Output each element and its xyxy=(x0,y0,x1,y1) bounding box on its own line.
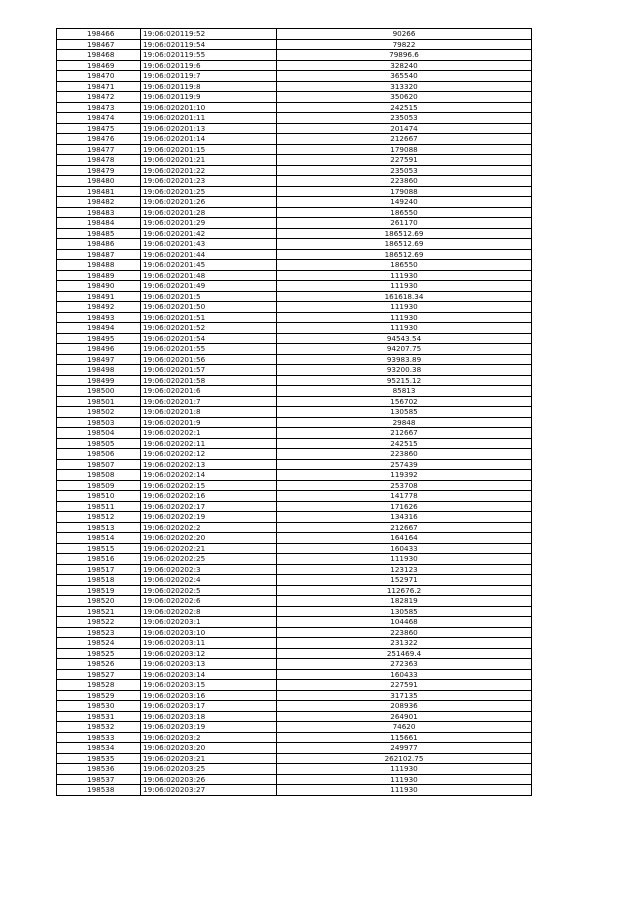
row-number-cell: 198520 xyxy=(57,596,141,607)
value-cell: 130585 xyxy=(277,407,532,418)
row-number-cell: 198503 xyxy=(57,417,141,428)
cadastral-number-cell: 19:06:020203:11 xyxy=(141,638,277,649)
value-cell: 208936 xyxy=(277,701,532,712)
value-cell: 94543.54 xyxy=(277,333,532,344)
cadastral-number-cell: 19:06:020203:19 xyxy=(141,722,277,733)
table-body xyxy=(57,29,532,796)
value-cell: 112676.2 xyxy=(277,585,532,596)
cadastral-number-cell: 19:06:020203:18 xyxy=(141,711,277,722)
cadastral-number-cell: 19:06:020201:23 xyxy=(141,176,277,187)
row-number-cell: 198470 xyxy=(57,71,141,82)
value-cell: 29848 xyxy=(277,417,532,428)
row-number-cell: 198515 xyxy=(57,543,141,554)
table-row xyxy=(57,207,532,218)
row-number-cell: 198492 xyxy=(57,302,141,313)
row-number-cell: 198511 xyxy=(57,501,141,512)
table-row xyxy=(57,102,532,113)
cadastral-number-cell: 19:06:020201:51 xyxy=(141,312,277,323)
cadastral-number-cell: 19:06:020203:10 xyxy=(141,627,277,638)
table-row xyxy=(57,722,532,733)
cadastral-number-cell: 19:06:020202:5 xyxy=(141,585,277,596)
table-row xyxy=(57,428,532,439)
row-number-cell: 198471 xyxy=(57,81,141,92)
value-cell: 141778 xyxy=(277,491,532,502)
table-row xyxy=(57,386,532,397)
table-row xyxy=(57,627,532,638)
row-number-cell: 198466 xyxy=(57,29,141,40)
cadastral-number-cell: 19:06:020201:5 xyxy=(141,291,277,302)
row-number-cell: 198482 xyxy=(57,197,141,208)
cadastral-number-cell: 19:06:020202:8 xyxy=(141,606,277,617)
cadastral-number-cell: 19:06:020202:12 xyxy=(141,449,277,460)
cadastral-number-cell: 19:06:020203:13 xyxy=(141,659,277,670)
cadastral-number-cell: 19:06:020201:7 xyxy=(141,396,277,407)
table-row xyxy=(57,543,532,554)
cadastral-number-cell: 19:06:020119:9 xyxy=(141,92,277,103)
cadastral-number-cell: 19:06:020202:15 xyxy=(141,480,277,491)
value-cell: 242515 xyxy=(277,438,532,449)
row-number-cell: 198500 xyxy=(57,386,141,397)
table-row xyxy=(57,312,532,323)
row-number-cell: 198468 xyxy=(57,50,141,61)
cadastral-number-cell: 19:06:020201:43 xyxy=(141,239,277,250)
row-number-cell: 198480 xyxy=(57,176,141,187)
table-row xyxy=(57,113,532,124)
table-row xyxy=(57,753,532,764)
table-row xyxy=(57,302,532,313)
row-number-cell: 198524 xyxy=(57,638,141,649)
table-row xyxy=(57,491,532,502)
cadastral-number-cell: 19:06:020201:50 xyxy=(141,302,277,313)
table-row xyxy=(57,774,532,785)
value-cell: 149240 xyxy=(277,197,532,208)
cadastral-number-cell: 19:06:020202:6 xyxy=(141,596,277,607)
table-row xyxy=(57,365,532,376)
table-row xyxy=(57,417,532,428)
cadastral-number-cell: 19:06:020201:8 xyxy=(141,407,277,418)
value-cell: 212667 xyxy=(277,522,532,533)
row-number-cell: 198532 xyxy=(57,722,141,733)
cadastral-number-cell: 19:06:020201:13 xyxy=(141,123,277,134)
cadastral-number-cell: 19:06:020201:54 xyxy=(141,333,277,344)
cadastral-number-cell: 19:06:020201:42 xyxy=(141,228,277,239)
table-row xyxy=(57,701,532,712)
value-cell: 79822 xyxy=(277,39,532,50)
value-cell: 186512.69 xyxy=(277,239,532,250)
value-cell: 90266 xyxy=(277,29,532,40)
table-row xyxy=(57,669,532,680)
table-row xyxy=(57,249,532,260)
cadastral-number-cell: 19:06:020203:16 xyxy=(141,690,277,701)
table-row xyxy=(57,512,532,523)
cadastral-number-cell: 19:06:020201:21 xyxy=(141,155,277,166)
row-number-cell: 198538 xyxy=(57,785,141,796)
row-number-cell: 198533 xyxy=(57,732,141,743)
table-row xyxy=(57,144,532,155)
row-number-cell: 198481 xyxy=(57,186,141,197)
value-cell: 227591 xyxy=(277,680,532,691)
cadastral-number-cell: 19:06:020201:56 xyxy=(141,354,277,365)
row-number-cell: 198483 xyxy=(57,207,141,218)
cadastral-number-cell: 19:06:020119:6 xyxy=(141,60,277,71)
value-cell: 94207.75 xyxy=(277,344,532,355)
table-row xyxy=(57,522,532,533)
table-row xyxy=(57,533,532,544)
cadastral-number-cell: 19:06:020201:11 xyxy=(141,113,277,124)
value-cell: 123123 xyxy=(277,564,532,575)
row-number-cell: 198522 xyxy=(57,617,141,628)
row-number-cell: 198486 xyxy=(57,239,141,250)
row-number-cell: 198489 xyxy=(57,270,141,281)
table-row xyxy=(57,260,532,271)
row-number-cell: 198487 xyxy=(57,249,141,260)
table-row xyxy=(57,39,532,50)
row-number-cell: 198528 xyxy=(57,680,141,691)
cadastral-number-cell: 19:06:020119:52 xyxy=(141,29,277,40)
value-cell: 350620 xyxy=(277,92,532,103)
row-number-cell: 198497 xyxy=(57,354,141,365)
row-number-cell: 198477 xyxy=(57,144,141,155)
value-cell: 186512.69 xyxy=(277,249,532,260)
table-row xyxy=(57,470,532,481)
value-cell: 111930 xyxy=(277,323,532,334)
cadastral-number-cell: 19:06:020119:54 xyxy=(141,39,277,50)
table-row xyxy=(57,50,532,61)
row-number-cell: 198479 xyxy=(57,165,141,176)
cadastral-number-cell: 19:06:020201:15 xyxy=(141,144,277,155)
table-row xyxy=(57,60,532,71)
value-cell: 179088 xyxy=(277,186,532,197)
table-row xyxy=(57,375,532,386)
value-cell: 111930 xyxy=(277,785,532,796)
value-cell: 161618.34 xyxy=(277,291,532,302)
table-row xyxy=(57,449,532,460)
cadastral-number-cell: 19:06:020202:14 xyxy=(141,470,277,481)
value-cell: 261170 xyxy=(277,218,532,229)
cadastral-number-cell: 19:06:020203:26 xyxy=(141,774,277,785)
value-cell: 156702 xyxy=(277,396,532,407)
cadastral-number-cell: 19:06:020202:16 xyxy=(141,491,277,502)
row-number-cell: 198509 xyxy=(57,480,141,491)
table-row xyxy=(57,554,532,565)
row-number-cell: 198514 xyxy=(57,533,141,544)
table-row xyxy=(57,711,532,722)
row-number-cell: 198493 xyxy=(57,312,141,323)
table-row xyxy=(57,575,532,586)
cadastral-number-cell: 19:06:020201:9 xyxy=(141,417,277,428)
row-number-cell: 198467 xyxy=(57,39,141,50)
table-row xyxy=(57,228,532,239)
value-cell: 85813 xyxy=(277,386,532,397)
value-cell: 119392 xyxy=(277,470,532,481)
value-cell: 74620 xyxy=(277,722,532,733)
cadastral-number-cell: 19:06:020202:2 xyxy=(141,522,277,533)
value-cell: 186550 xyxy=(277,207,532,218)
cadastral-number-cell: 19:06:020203:17 xyxy=(141,701,277,712)
cadastral-number-cell: 19:06:020202:11 xyxy=(141,438,277,449)
cadastral-number-cell: 19:06:020201:48 xyxy=(141,270,277,281)
row-number-cell: 198485 xyxy=(57,228,141,239)
value-cell: 365540 xyxy=(277,71,532,82)
cadastral-number-cell: 19:06:020203:2 xyxy=(141,732,277,743)
table-row xyxy=(57,690,532,701)
cadastral-number-cell: 19:06:020202:21 xyxy=(141,543,277,554)
value-cell: 257439 xyxy=(277,459,532,470)
table-row xyxy=(57,659,532,670)
row-number-cell: 198531 xyxy=(57,711,141,722)
table-row xyxy=(57,333,532,344)
table-row xyxy=(57,480,532,491)
cadastral-number-cell: 19:06:020202:19 xyxy=(141,512,277,523)
value-cell: 152971 xyxy=(277,575,532,586)
row-number-cell: 198526 xyxy=(57,659,141,670)
table-row xyxy=(57,239,532,250)
row-number-cell: 198475 xyxy=(57,123,141,134)
row-number-cell: 198530 xyxy=(57,701,141,712)
table-row xyxy=(57,407,532,418)
value-cell: 186512.69 xyxy=(277,228,532,239)
table-row xyxy=(57,197,532,208)
row-number-cell: 198478 xyxy=(57,155,141,166)
row-number-cell: 198484 xyxy=(57,218,141,229)
value-cell: 328240 xyxy=(277,60,532,71)
cadastral-number-cell: 19:06:020119:55 xyxy=(141,50,277,61)
row-number-cell: 198488 xyxy=(57,260,141,271)
value-cell: 186550 xyxy=(277,260,532,271)
row-number-cell: 198519 xyxy=(57,585,141,596)
cadastral-number-cell: 19:06:020203:20 xyxy=(141,743,277,754)
table-row xyxy=(57,270,532,281)
row-number-cell: 198505 xyxy=(57,438,141,449)
value-cell: 111930 xyxy=(277,554,532,565)
value-cell: 111930 xyxy=(277,312,532,323)
cadastral-number-cell: 19:06:020201:28 xyxy=(141,207,277,218)
value-cell: 182819 xyxy=(277,596,532,607)
value-cell: 79896.6 xyxy=(277,50,532,61)
row-number-cell: 198535 xyxy=(57,753,141,764)
value-cell: 111930 xyxy=(277,774,532,785)
value-cell: 104468 xyxy=(277,617,532,628)
cadastral-number-cell: 19:06:020201:10 xyxy=(141,102,277,113)
value-cell: 227591 xyxy=(277,155,532,166)
table-row xyxy=(57,123,532,134)
row-number-cell: 198472 xyxy=(57,92,141,103)
row-number-cell: 198498 xyxy=(57,365,141,376)
value-cell: 201474 xyxy=(277,123,532,134)
row-number-cell: 198491 xyxy=(57,291,141,302)
cadastral-number-cell: 19:06:020202:20 xyxy=(141,533,277,544)
table-row xyxy=(57,680,532,691)
cadastral-number-cell: 19:06:020201:14 xyxy=(141,134,277,145)
value-cell: 93983.89 xyxy=(277,354,532,365)
value-cell: 317135 xyxy=(277,690,532,701)
row-number-cell: 198496 xyxy=(57,344,141,355)
value-cell: 95215.12 xyxy=(277,375,532,386)
table-row xyxy=(57,606,532,617)
value-cell: 160433 xyxy=(277,669,532,680)
value-cell: 251469.4 xyxy=(277,648,532,659)
cadastral-number-cell: 19:06:020202:13 xyxy=(141,459,277,470)
cadastral-number-cell: 19:06:020119:8 xyxy=(141,81,277,92)
row-number-cell: 198501 xyxy=(57,396,141,407)
row-number-cell: 198534 xyxy=(57,743,141,754)
row-number-cell: 198469 xyxy=(57,60,141,71)
value-cell: 111930 xyxy=(277,764,532,775)
row-number-cell: 198474 xyxy=(57,113,141,124)
row-number-cell: 198508 xyxy=(57,470,141,481)
cadastral-value-table xyxy=(56,28,532,796)
table-row xyxy=(57,596,532,607)
value-cell: 253708 xyxy=(277,480,532,491)
value-cell: 164164 xyxy=(277,533,532,544)
row-number-cell: 198499 xyxy=(57,375,141,386)
table-row xyxy=(57,617,532,628)
value-cell: 179088 xyxy=(277,144,532,155)
row-number-cell: 198537 xyxy=(57,774,141,785)
row-number-cell: 198510 xyxy=(57,491,141,502)
cadastral-number-cell: 19:06:020203:27 xyxy=(141,785,277,796)
cadastral-number-cell: 19:06:020201:29 xyxy=(141,218,277,229)
value-cell: 160433 xyxy=(277,543,532,554)
value-cell: 130585 xyxy=(277,606,532,617)
value-cell: 212667 xyxy=(277,134,532,145)
table-row xyxy=(57,281,532,292)
value-cell: 111930 xyxy=(277,281,532,292)
row-number-cell: 198490 xyxy=(57,281,141,292)
cadastral-number-cell: 19:06:020203:21 xyxy=(141,753,277,764)
value-cell: 223860 xyxy=(277,627,532,638)
cadastral-number-cell: 19:06:020201:45 xyxy=(141,260,277,271)
row-number-cell: 198502 xyxy=(57,407,141,418)
table-row xyxy=(57,134,532,145)
row-number-cell: 198521 xyxy=(57,606,141,617)
row-number-cell: 198476 xyxy=(57,134,141,145)
value-cell: 134316 xyxy=(277,512,532,523)
table-row xyxy=(57,764,532,775)
cadastral-number-cell: 19:06:020203:15 xyxy=(141,680,277,691)
row-number-cell: 198494 xyxy=(57,323,141,334)
value-cell: 235053 xyxy=(277,113,532,124)
table-row xyxy=(57,323,532,334)
row-number-cell: 198518 xyxy=(57,575,141,586)
value-cell: 249977 xyxy=(277,743,532,754)
value-cell: 264901 xyxy=(277,711,532,722)
table-row xyxy=(57,29,532,40)
cadastral-number-cell: 19:06:020203:12 xyxy=(141,648,277,659)
row-number-cell: 198516 xyxy=(57,554,141,565)
cadastral-number-cell: 19:06:020202:3 xyxy=(141,564,277,575)
row-number-cell: 198504 xyxy=(57,428,141,439)
row-number-cell: 198512 xyxy=(57,512,141,523)
table-row xyxy=(57,438,532,449)
table-row xyxy=(57,732,532,743)
value-cell: 93200.38 xyxy=(277,365,532,376)
row-number-cell: 198507 xyxy=(57,459,141,470)
value-cell: 242515 xyxy=(277,102,532,113)
table-row xyxy=(57,564,532,575)
table-row xyxy=(57,459,532,470)
cadastral-number-cell: 19:06:020202:1 xyxy=(141,428,277,439)
cadastral-number-cell: 19:06:020201:58 xyxy=(141,375,277,386)
table-row xyxy=(57,218,532,229)
cadastral-number-cell: 19:06:020201:25 xyxy=(141,186,277,197)
row-number-cell: 198473 xyxy=(57,102,141,113)
value-cell: 115661 xyxy=(277,732,532,743)
value-cell: 171626 xyxy=(277,501,532,512)
cadastral-number-cell: 19:06:020203:14 xyxy=(141,669,277,680)
value-cell: 231322 xyxy=(277,638,532,649)
cadastral-number-cell: 19:06:020203:25 xyxy=(141,764,277,775)
table-row xyxy=(57,176,532,187)
table-row xyxy=(57,648,532,659)
table-row xyxy=(57,785,532,796)
table-row xyxy=(57,354,532,365)
cadastral-number-cell: 19:06:020201:55 xyxy=(141,344,277,355)
row-number-cell: 198513 xyxy=(57,522,141,533)
row-number-cell: 198536 xyxy=(57,764,141,775)
cadastral-number-cell: 19:06:020202:25 xyxy=(141,554,277,565)
value-cell: 111930 xyxy=(277,270,532,281)
row-number-cell: 198525 xyxy=(57,648,141,659)
cadastral-number-cell: 19:06:020203:1 xyxy=(141,617,277,628)
value-cell: 262102.75 xyxy=(277,753,532,764)
cadastral-number-cell: 19:06:020201:6 xyxy=(141,386,277,397)
cadastral-number-cell: 19:06:020201:52 xyxy=(141,323,277,334)
cadastral-number-cell: 19:06:020201:44 xyxy=(141,249,277,260)
cadastral-number-cell: 19:06:020119:7 xyxy=(141,71,277,82)
row-number-cell: 198517 xyxy=(57,564,141,575)
value-cell: 111930 xyxy=(277,302,532,313)
table-row xyxy=(57,71,532,82)
table-row xyxy=(57,155,532,166)
value-cell: 212667 xyxy=(277,428,532,439)
table-row xyxy=(57,92,532,103)
value-cell: 313320 xyxy=(277,81,532,92)
value-cell: 235053 xyxy=(277,165,532,176)
table-row xyxy=(57,501,532,512)
row-number-cell: 198529 xyxy=(57,690,141,701)
cadastral-number-cell: 19:06:020202:4 xyxy=(141,575,277,586)
table-row xyxy=(57,291,532,302)
table-row xyxy=(57,585,532,596)
row-number-cell: 198523 xyxy=(57,627,141,638)
value-cell: 272363 xyxy=(277,659,532,670)
table-row xyxy=(57,743,532,754)
row-number-cell: 198495 xyxy=(57,333,141,344)
table-row xyxy=(57,81,532,92)
row-number-cell: 198506 xyxy=(57,449,141,460)
cadastral-number-cell: 19:06:020201:26 xyxy=(141,197,277,208)
value-cell: 223860 xyxy=(277,176,532,187)
table-row xyxy=(57,344,532,355)
cadastral-number-cell: 19:06:020201:49 xyxy=(141,281,277,292)
table-row xyxy=(57,396,532,407)
cadastral-number-cell: 19:06:020202:17 xyxy=(141,501,277,512)
table-row xyxy=(57,638,532,649)
cadastral-number-cell: 19:06:020201:57 xyxy=(141,365,277,376)
row-number-cell: 198527 xyxy=(57,669,141,680)
value-cell: 223860 xyxy=(277,449,532,460)
table-row xyxy=(57,186,532,197)
cadastral-number-cell: 19:06:020201:22 xyxy=(141,165,277,176)
table-row xyxy=(57,165,532,176)
